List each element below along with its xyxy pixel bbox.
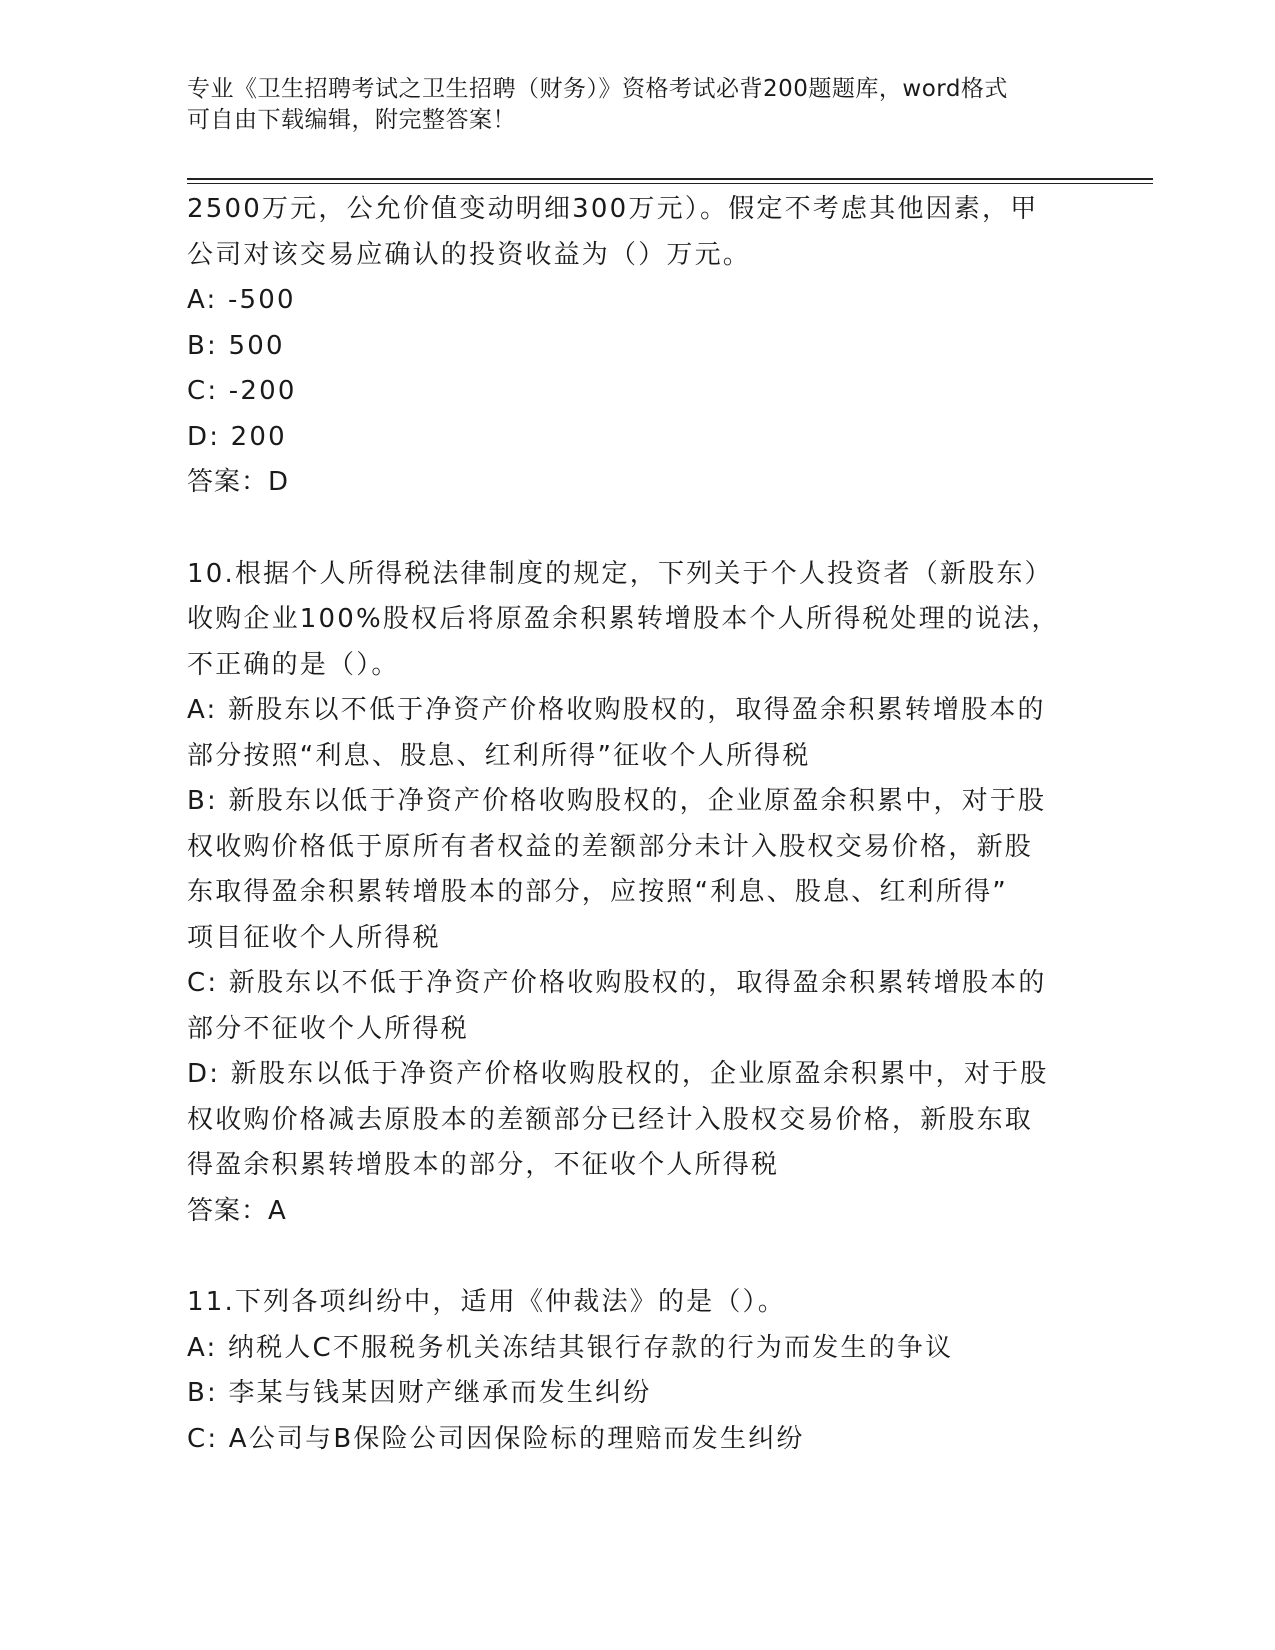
option-line: 权收购价格减去原股本的差额部分已经计入股权交易价格，新股东取: [187, 1104, 1034, 1135]
option-c: C: A公司与B保险公司因保险标的理赔而发生纠纷: [187, 1423, 805, 1454]
option-line: 部分不征收个人所得税: [187, 1013, 470, 1044]
document-body: [187, 187, 1077, 1462]
option-line: 项目征收个人所得税: [187, 922, 441, 953]
question-stem-line: 11.下列各项纠纷中，适用《仲裁法》的是（）。: [187, 1287, 786, 1317]
option-b: B: 500: [187, 330, 285, 361]
option-a: A: -500: [187, 285, 296, 315]
option-line: 部分按照“利息、股息、红利所得”征收个人所得税: [187, 740, 811, 771]
option-line: C: 新股东以不低于净资产价格收购股权的，取得盈余积累转增股本的: [187, 968, 1047, 998]
option-line: 权收购价格低于原所有者权益的差额部分未计入股权交易价格，新股: [187, 831, 1034, 862]
question-stem-line: 公司对该交易应确认的投资收益为（）万元。: [187, 239, 752, 270]
option-line: D: 新股东以低于净资产价格收购股权的，企业原盈余积累中，对于股: [187, 1059, 1049, 1089]
option-a: A: 纳税人C不服税务机关冻结其银行存款的行为而发生的争议: [187, 1332, 954, 1363]
question-9: [187, 187, 1077, 506]
header-divider-thin: [187, 183, 1153, 184]
header-divider: [187, 178, 1153, 180]
option-line: B: 新股东以低于净资产价格收购股权的，企业原盈余积累中，对于股: [187, 786, 1047, 816]
spacer: [187, 506, 1077, 552]
page-header: [187, 74, 1067, 136]
option-b: B: 李某与钱某因财产继承而发生纠纷: [187, 1378, 652, 1408]
question-stem-line: 10.根据个人所得税法律制度的规定，下列关于个人投资者（新股东）: [187, 558, 1053, 589]
header-line-1: 专业《卫生招聘考试之卫生招聘（财务）》资格考试必背200题题库，word格式: [187, 76, 1008, 102]
question-11: [187, 1280, 1077, 1462]
question-stem-line: 不正确的是（）。: [187, 649, 400, 680]
header-line-2: 可自由下载编辑，附完整答案！: [187, 107, 516, 133]
answer: 答案：D: [187, 467, 290, 497]
question-10: [187, 552, 1077, 1235]
spacer: [187, 1234, 1077, 1280]
answer: 答案：A: [187, 1195, 287, 1226]
question-stem-line: 收购企业100%股权后将原盈余积累转增股本个人所得税处理的说法，: [187, 604, 1060, 634]
option-c: C: -200: [187, 376, 297, 406]
option-line: 得盈余积累转增股本的部分，不征收个人所得税: [187, 1150, 780, 1180]
option-line: A: 新股东以不低于净资产价格收购股权的，取得盈余积累转增股本的: [187, 695, 1046, 725]
option-line: 东取得盈余积累转增股本的部分，应按照“利息、股息、红利所得”: [187, 877, 1008, 907]
question-stem-line: 2500万元，公允价值变动明细300万元）。假定不考虑其他因素，甲: [187, 194, 1039, 224]
option-d: D: 200: [187, 421, 287, 452]
